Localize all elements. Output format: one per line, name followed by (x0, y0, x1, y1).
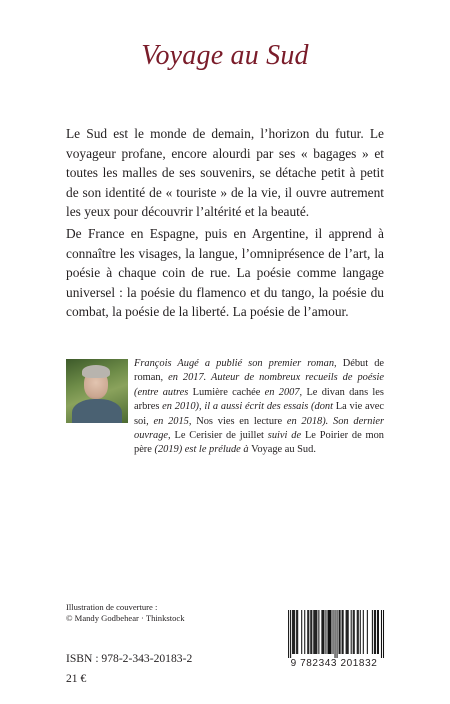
barcode-bar (313, 610, 314, 654)
barcode-bar (347, 610, 348, 654)
barcode-bars (282, 610, 386, 658)
barcode-bar (292, 610, 293, 654)
barcode-bar (327, 610, 328, 654)
author-photo (66, 359, 128, 423)
barcode-bar (351, 610, 352, 654)
barcode-bar (304, 610, 305, 654)
barcode-bar (375, 610, 376, 654)
barcode-bar (301, 610, 302, 654)
barcode-bar (354, 610, 355, 654)
barcode-bar (323, 610, 324, 654)
barcode-bar (343, 610, 344, 654)
barcode-bar (328, 610, 329, 654)
barcode-bar (348, 610, 349, 654)
author-block (66, 357, 384, 458)
barcode-bar (321, 610, 322, 654)
barcode-bar (332, 610, 333, 654)
barcode-bar (294, 610, 295, 654)
barcode-bar (297, 610, 298, 654)
barcode-bar (318, 610, 319, 654)
barcode-bar (342, 610, 343, 654)
barcode-bar (367, 610, 368, 654)
author-bio: François Augé a publié son premier roman, Début de roman, en 2017. Auteur de nombreux recueils de poésie (entre autres Lumière cachée en 2007, Le divan dans les arbres en 2010), il a aussi écrit des essais (dont La vie avec soi, en 2015, Nos vies en lecture en 2018). Son dernier ouvrage, Le Cerisier de juillet suivi de Le Poirier de mon père (2019) est le prélude à Voyage au Sud. (134, 358, 384, 456)
barcode-bar (335, 610, 336, 658)
barcode-bar (372, 610, 373, 654)
barcode-bar (358, 610, 359, 654)
barcode-bar (377, 610, 378, 654)
barcode (282, 610, 386, 670)
barcode-bar (381, 610, 382, 658)
barcode-bar (310, 610, 311, 654)
barcode-bar (360, 610, 361, 654)
barcode-bar (308, 610, 309, 654)
barcode-bar (296, 610, 297, 654)
barcode-bar (322, 610, 323, 654)
book-ref: La vie avec soi (134, 401, 384, 427)
book-ref: Nos vies en lecture (196, 415, 283, 427)
barcode-bar (346, 610, 347, 654)
barcode-bar (337, 610, 338, 658)
book-title: Voyage au Sud (141, 40, 309, 71)
cover-credit (66, 602, 185, 624)
barcode-bar (330, 610, 331, 654)
price: 21 € (66, 672, 87, 685)
barcode-bar (363, 610, 364, 654)
book-ref: Lumière cachée (192, 386, 261, 398)
barcode-bar (288, 610, 289, 658)
barcode-bar (378, 610, 379, 654)
barcode-bar (329, 610, 330, 654)
barcode-bar (293, 610, 294, 654)
barcode-bar (374, 610, 375, 654)
book-ref: Le divan dans les arbres (134, 386, 384, 413)
book-ref: Le Cerisier de juillet (174, 430, 264, 442)
barcode-bar (307, 610, 308, 654)
barcode-bar (314, 610, 315, 654)
author-name: François Augé (134, 358, 199, 369)
credit-source: © Mandy Godbehear · Thinkstock (66, 613, 185, 623)
barcode-bar (357, 610, 358, 654)
barcode-number: 9 782343 201832 (290, 658, 378, 669)
book-ref: Voyage au Sud (251, 444, 314, 456)
barcode-bar (311, 610, 312, 654)
book-ref: Début de roman (134, 358, 384, 384)
credit-label: Illustration de couverture : (66, 602, 158, 612)
barcode-bar (325, 610, 326, 654)
barcode-bar (316, 610, 317, 654)
barcode-bar (383, 610, 384, 658)
blurb-paragraph-1: Le Sud est le monde de demain, l’horizon du futur. Le voyageur profane, encore alourdi par ses « bagages » et toutes les malles de ses souvenirs, se détache petit à petit de son identité de « touriste » de la vie, il ouvre autrement les yeux pour découvrir l’altérité et la beauté. (66, 126, 384, 220)
book-ref: Le Poirier de mon père (134, 430, 384, 456)
barcode-bar (340, 610, 341, 654)
barcode-bar (315, 610, 316, 654)
barcode-bar (339, 610, 340, 654)
isbn: ISBN : 978-2-343-20183-2 (66, 652, 193, 665)
barcode-bar (290, 610, 291, 658)
blurb-paragraph-2: De France en Espagne, puis en Argentine, il apprend à connaître les visages, la langue, l’omniprésence de l’art, la poésie à chaque coin de rue. La poésie comme langage universel : la poésie du flamenco et du tango, la poésie du combat, la poésie de la liberté. La poésie de l’amour. (66, 226, 384, 320)
barcode-bar (353, 610, 354, 654)
